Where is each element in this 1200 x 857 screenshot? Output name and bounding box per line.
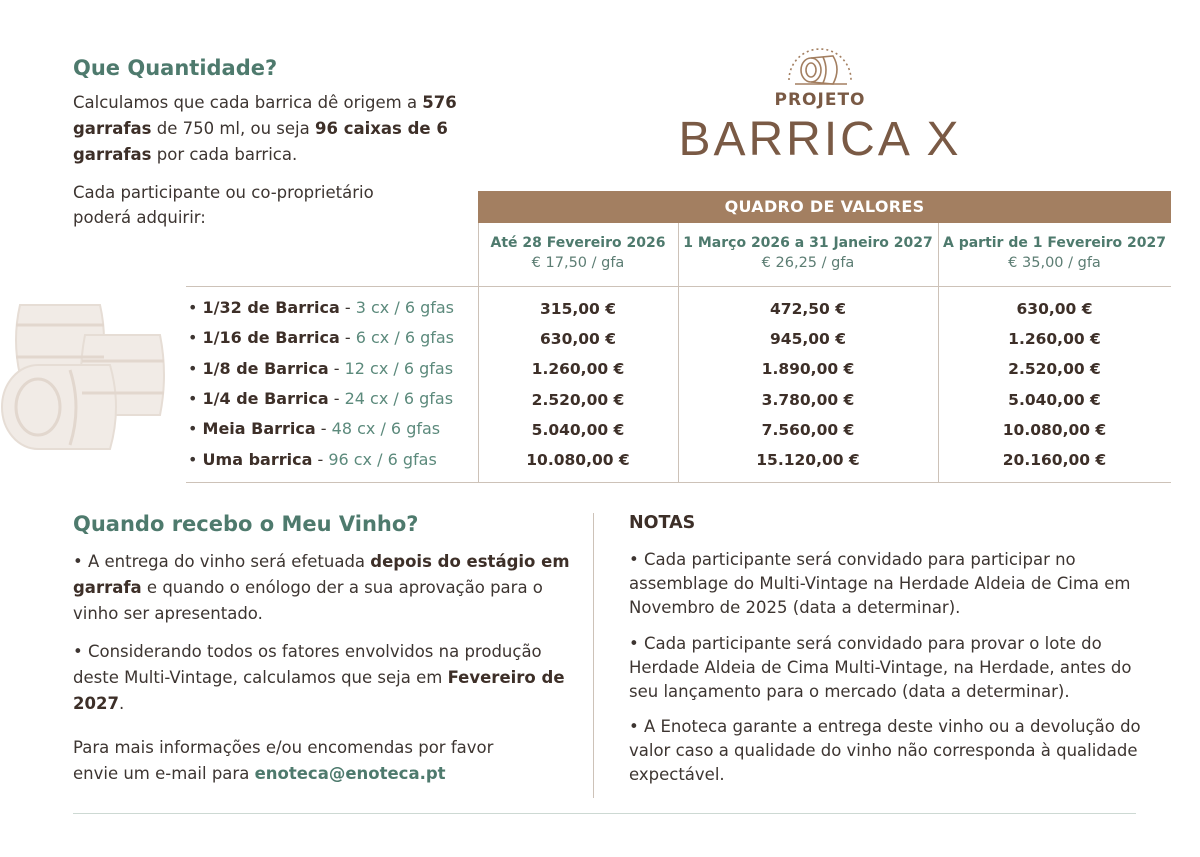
column-2-head xyxy=(678,235,938,271)
column-3-price: € 35,00 / gfa xyxy=(1008,255,1101,271)
table-row-label: • 1/4 de Barrica - 24 cx / 6 gfas xyxy=(188,389,454,408)
price-column-1 xyxy=(478,223,678,483)
row-qty: 3 cx / 6 gfas xyxy=(355,298,455,317)
receive-text: . xyxy=(118,694,125,713)
receive-emphasis: depois do estágio em garrafa xyxy=(73,552,570,597)
contact-text: Para mais informações e/ou encomendas por favor envie um e-mail para xyxy=(73,738,494,783)
column-2-title: 1 Março 2026 a 31 Janeiro 2027 xyxy=(683,235,933,251)
quantity-text-c: de 750 ml, ou seja xyxy=(151,119,315,138)
row-qty: 96 cx / 6 gfas xyxy=(328,450,437,469)
table-row-label: • 1/32 de Barrica - 3 cx / 6 gfas xyxy=(188,298,455,317)
receive-text: e quando o enólogo der a sua aprovação para o vinho ser apresentado. xyxy=(73,578,543,623)
receive-text: • A entrega do vinho será efetuada xyxy=(73,552,371,571)
table-cell: 2.520,00 € xyxy=(531,391,625,409)
row-label-text: 1/8 de Barrica xyxy=(202,359,329,378)
receive-text: • Considerando todos os fatores envolvidos na produção deste Multi-Vintage, calculamos que seja em xyxy=(73,642,542,687)
project-logo xyxy=(660,40,980,170)
table-cell: 630,00 € xyxy=(540,330,616,348)
quantity-text-e: por cada barrica. xyxy=(151,145,298,164)
table-divider xyxy=(478,223,479,483)
table-cell: 10.080,00 € xyxy=(1002,421,1107,439)
row-label-text: 1/4 de Barrica xyxy=(202,389,329,408)
table-row-label: • Uma barrica - 96 cx / 6 gfas xyxy=(188,450,437,469)
table-divider xyxy=(186,482,1171,483)
row-qty: 6 cx / 6 gfas xyxy=(355,328,455,347)
row-label-text: 1/16 de Barrica xyxy=(202,328,340,347)
table-divider xyxy=(678,223,679,483)
table-divider xyxy=(938,223,939,483)
table-cell: 472,50 € xyxy=(770,300,846,318)
section-divider xyxy=(593,513,594,798)
table-cell: 945,00 € xyxy=(770,330,846,348)
column-1-price: € 17,50 / gfa xyxy=(531,255,625,271)
table-cell: 15.120,00 € xyxy=(756,451,860,469)
note-item: • Cada participante será convidado para participar no assemblage do Multi-Vintage na Herdade Aldeia de Cima em Novembro de 2025 (data a determinar). xyxy=(629,550,1131,617)
table-cell: 1.260,00 € xyxy=(1008,330,1101,348)
quantity-bottles: 576 garrafas xyxy=(73,93,457,138)
row-qty: 24 cx / 6 gfas xyxy=(344,389,454,408)
quantity-text-a: Calculamos que cada barrica dê origem a xyxy=(73,93,423,112)
table-cell: 5.040,00 € xyxy=(531,421,625,439)
table-cell: 10.080,00 € xyxy=(526,451,630,469)
row-qty: 12 cx / 6 gfas xyxy=(344,359,454,378)
table-row-label: • 1/8 de Barrica - 12 cx / 6 gfas xyxy=(188,359,454,378)
quantity-boxes: 96 caixas de 6 garrafas xyxy=(73,119,448,164)
row-label-text: Meia Barrica xyxy=(202,419,316,438)
row-qty: 48 cx / 6 gfas xyxy=(331,419,441,438)
table-cell: 630,00 € xyxy=(1016,300,1093,318)
table-cell: 1.260,00 € xyxy=(531,360,625,378)
table-cell: 5.040,00 € xyxy=(1008,391,1101,409)
barrel-logo-icon xyxy=(775,40,865,90)
column-1-title: Até 28 Fevereiro 2026 xyxy=(490,235,666,251)
column-2-price: € 26,25 / gfa xyxy=(761,255,855,271)
row-label-text: 1/32 de Barrica xyxy=(202,298,340,317)
price-column-3 xyxy=(938,223,1171,483)
contact-email-link[interactable]: enoteca@enoteca.pt xyxy=(254,764,446,783)
table-cell: 1.890,00 € xyxy=(761,360,855,378)
barrels-illustration xyxy=(0,295,175,460)
table-cell: 315,00 € xyxy=(540,300,616,318)
receive-title: Quando recebo o Meu Vinho? xyxy=(73,512,419,536)
table-divider xyxy=(186,286,1171,287)
price-column-2 xyxy=(678,223,938,483)
quantity-paragraph xyxy=(73,90,493,168)
note-item: • Cada participante será convidado para provar o lote do Herdade Aldeia de Cima Multi-Vintage, na Herdade, antes do seu lançamento para o mercado (data a determinar). xyxy=(629,634,1132,701)
table-cell: 20.160,00 € xyxy=(1002,451,1107,469)
column-3-title: A partir de 1 Fevereiro 2027 xyxy=(942,235,1167,251)
note-item: • A Enoteca garante a entrega deste vinho ou a devolução do valor caso a qualidade do vinho não corresponda à qualidade expectável. xyxy=(629,717,1141,784)
notes-title: NOTAS xyxy=(629,513,696,533)
table-cell: 2.520,00 € xyxy=(1008,360,1101,378)
footer-divider xyxy=(73,813,1136,814)
column-3-head xyxy=(938,235,1171,271)
table-row-label: • Meia Barrica - 48 cx / 6 gfas xyxy=(188,419,441,438)
logo-name: BARRICA X xyxy=(678,113,962,166)
receive-emphasis: Fevereiro de 2027 xyxy=(73,668,565,713)
row-label-text: Uma barrica xyxy=(202,450,313,469)
table-cell: 3.780,00 € xyxy=(761,391,855,409)
column-1-head xyxy=(478,235,678,271)
receive-bullet-2 xyxy=(73,639,573,717)
table-row-label: • 1/16 de Barrica - 6 cx / 6 gfas xyxy=(188,328,455,347)
contact-paragraph xyxy=(73,735,543,787)
logo-subtitle: PROJETO xyxy=(774,90,866,110)
table-cell: 7.560,00 € xyxy=(761,421,855,439)
quantity-participant-text: Cada participante ou co-proprietário poderá adquirir: xyxy=(73,183,374,227)
price-table-header: QUADRO DE VALORES xyxy=(478,191,1171,223)
receive-bullet-1 xyxy=(73,549,573,627)
quantity-title: Que Quantidade? xyxy=(73,56,278,80)
